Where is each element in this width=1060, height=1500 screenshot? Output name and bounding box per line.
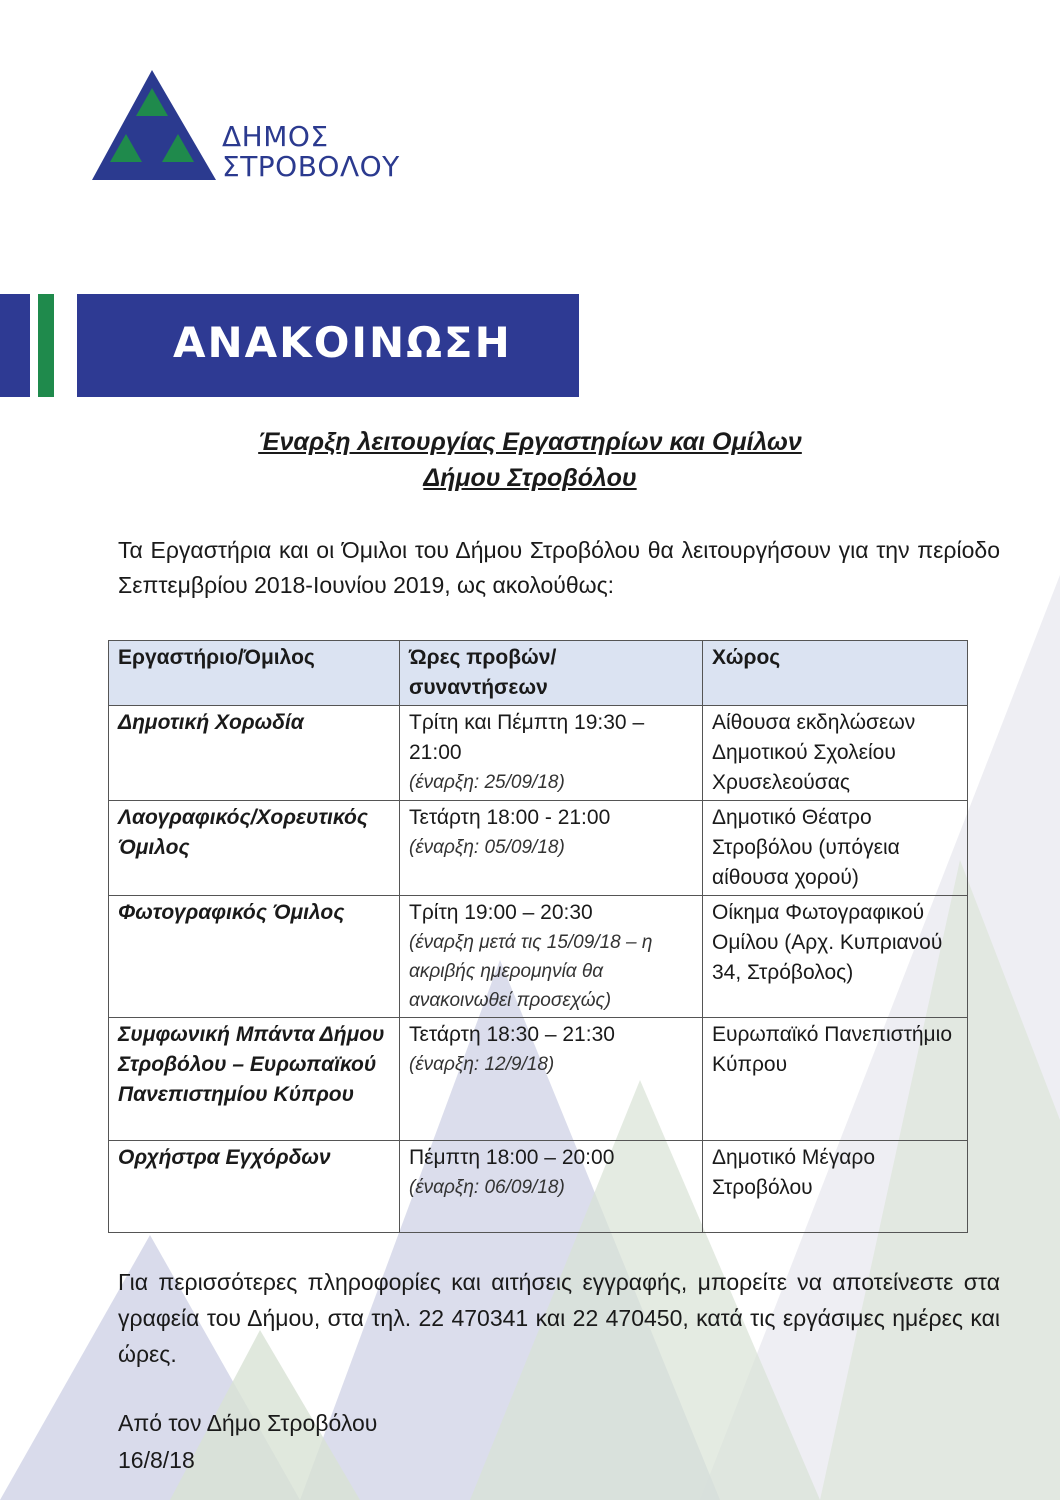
table-header-row [109,641,968,706]
stripe-blue [0,294,30,397]
header-venue: Χώρος [703,641,968,706]
header-hours: Ώρες προβών/ συναντήσεων [400,641,703,706]
table-row [109,706,968,801]
logo-line-1: ΔΗΜΟΣ [222,120,329,153]
document-title [0,424,1060,496]
header-workshop: Εργαστήριο/Όμιλος [109,641,400,706]
venue-cell: Οίκημα Φωτογραφικού Ομίλου (Αρχ. Κυπριανού 34, Στρόβολος) [703,896,968,1018]
announcement-banner [77,294,579,397]
intro-paragraph: Τα Εργαστήρια και οι Όμιλοι του Δήμου Στροβόλου θα λειτουργήσουν για την περίοδο Σεπτεμβρίου 2018-Ιουνίου 2019, ως ακολούθως: [118,537,1000,598]
hours-cell [400,706,703,801]
signoff [118,1405,377,1479]
table-row [109,1018,968,1141]
stripe-green [38,294,54,397]
table-row [109,801,968,896]
hours-text: Τετάρτη 18:00 - 21:00 [409,806,611,829]
schedule-table [108,640,968,1233]
banner-stripes [0,294,80,397]
venue-cell: Δημοτικό Θέατρο Στροβόλου (υπόγεια αίθουσα χορού) [703,801,968,896]
title-line-1: Έναρξη λειτουργίας Εργαστηρίων και Ομίλων [258,428,802,456]
hours-text: Τρίτη και Πέμπτη 19:30 – 21:00 [409,711,645,764]
hours-text: Πέμπτη 18:00 – 20:00 [409,1146,615,1169]
title-line-2: Δήμου Στροβόλου [423,464,637,492]
workshop-cell: Δημοτική Χορωδία [109,706,400,801]
hours-cell [400,1018,703,1141]
hours-cell [400,801,703,896]
signoff-date: 16/8/18 [118,1447,195,1473]
venue-cell: Δημοτικό Μέγαρο Στροβόλου [703,1141,968,1233]
start-date: (έναρξη: 25/09/18) [409,772,565,793]
hours-cell [400,1141,703,1233]
start-date: (έναρξη μετά τις 15/09/18 – η ακριβής ημερομηνία θα ανακοινωθεί προσεχώς) [409,932,653,1011]
signoff-from: Από τον Δήμο Στροβόλου [118,1410,378,1436]
workshop-cell: Συμφωνική Μπάντα Δήμου Στροβόλου – Ευρωπαϊκού Πανεπιστημίου Κύπρου [109,1018,400,1141]
venue-cell: Αίθουσα εκδηλώσεων Δημοτικού Σχολείου Χρυσελεούσας [703,706,968,801]
banner-title: ΑΝΑΚΟΙΝΩΣΗ [173,318,512,367]
hours-text: Τρίτη 19:00 – 20:30 [409,901,593,924]
venue-cell: Ευρωπαϊκό Πανεπιστήμιο Κύπρου [703,1018,968,1141]
hours-text: Τετάρτη 18:30 – 21:30 [409,1023,615,1046]
table-row [109,896,968,1018]
workshop-cell: Φωτογραφικός Όμιλος [109,896,400,1018]
start-date: (έναρξη: 06/09/18) [409,1177,565,1198]
table-row [109,1141,968,1233]
logo-text [222,122,400,182]
start-date: (έναρξη: 05/09/18) [409,837,565,858]
workshop-cell: Λαογραφικός/Χορευτικός Όμιλος [109,801,400,896]
start-date: (έναρξη: 12/9/18) [409,1054,555,1075]
logo-line-2: ΣΤΡΟΒΟΛΟΥ [222,150,400,183]
contact-paragraph: Για περισσότερες πληροφορίες και αιτήσεις εγγραφής, μπορείτε να αποτείνεστε στα γραφεία του Δήμου, στα τηλ. 22 470341 και 22 470450, κατά τις εργάσιμες ημέρες και ώρες. [118,1269,1000,1367]
workshop-cell: Ορχήστρα Εγχόρδων [109,1141,400,1233]
hours-cell [400,896,703,1018]
